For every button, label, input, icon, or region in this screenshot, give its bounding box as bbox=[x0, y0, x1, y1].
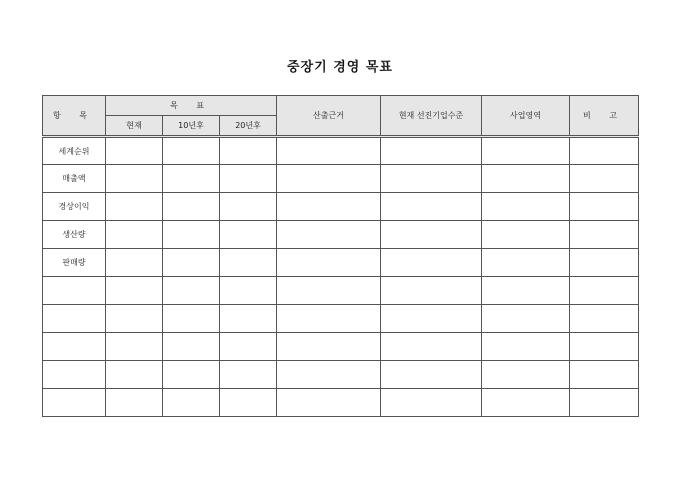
table-row bbox=[43, 305, 639, 333]
cell[interactable] bbox=[106, 305, 163, 333]
cell[interactable] bbox=[220, 333, 277, 361]
cell[interactable] bbox=[570, 389, 639, 417]
header-basis: 산출근거 bbox=[277, 96, 381, 137]
cell[interactable] bbox=[570, 277, 639, 305]
row-label[interactable] bbox=[43, 361, 106, 389]
row-label: 생산량 bbox=[43, 221, 106, 249]
table-row bbox=[43, 165, 639, 193]
cell[interactable] bbox=[482, 277, 570, 305]
cell[interactable] bbox=[277, 277, 381, 305]
cell[interactable] bbox=[381, 137, 482, 165]
cell[interactable] bbox=[163, 137, 220, 165]
cell[interactable] bbox=[163, 305, 220, 333]
header-leading-level: 현재 선진기업수준 bbox=[381, 96, 482, 137]
cell[interactable] bbox=[220, 165, 277, 193]
cell[interactable] bbox=[106, 389, 163, 417]
table-row bbox=[43, 333, 639, 361]
cell[interactable] bbox=[106, 193, 163, 221]
table-row bbox=[43, 193, 639, 221]
row-label[interactable] bbox=[43, 333, 106, 361]
row-label: 경상이익 bbox=[43, 193, 106, 221]
cell[interactable] bbox=[106, 277, 163, 305]
cell[interactable] bbox=[220, 305, 277, 333]
cell[interactable] bbox=[163, 361, 220, 389]
header-item: 항 목 bbox=[43, 96, 106, 137]
cell[interactable] bbox=[163, 193, 220, 221]
cell[interactable] bbox=[482, 389, 570, 417]
cell[interactable] bbox=[163, 165, 220, 193]
table-body bbox=[43, 137, 639, 417]
cell[interactable] bbox=[570, 221, 639, 249]
page-title: 중장기 경영 목표 bbox=[287, 60, 393, 75]
cell[interactable] bbox=[482, 221, 570, 249]
cell[interactable] bbox=[277, 389, 381, 417]
goals-table bbox=[42, 95, 639, 417]
cell[interactable] bbox=[482, 137, 570, 165]
cell[interactable] bbox=[381, 193, 482, 221]
cell[interactable] bbox=[106, 249, 163, 277]
row-label[interactable] bbox=[43, 305, 106, 333]
cell[interactable] bbox=[381, 165, 482, 193]
cell[interactable] bbox=[220, 277, 277, 305]
cell[interactable] bbox=[570, 249, 639, 277]
cell[interactable] bbox=[482, 165, 570, 193]
cell[interactable] bbox=[482, 361, 570, 389]
row-label[interactable] bbox=[43, 277, 106, 305]
header-goal-20years: 20년후 bbox=[220, 116, 277, 137]
cell[interactable] bbox=[570, 333, 639, 361]
cell[interactable] bbox=[163, 249, 220, 277]
cell[interactable] bbox=[482, 333, 570, 361]
cell[interactable] bbox=[163, 221, 220, 249]
cell[interactable] bbox=[570, 137, 639, 165]
cell[interactable] bbox=[381, 389, 482, 417]
cell[interactable] bbox=[106, 165, 163, 193]
cell[interactable] bbox=[277, 193, 381, 221]
cell[interactable] bbox=[381, 277, 482, 305]
cell[interactable] bbox=[381, 305, 482, 333]
cell[interactable] bbox=[482, 305, 570, 333]
cell[interactable] bbox=[277, 333, 381, 361]
cell[interactable] bbox=[277, 137, 381, 165]
header-note: 비 고 bbox=[570, 96, 639, 137]
table-row bbox=[43, 389, 639, 417]
cell[interactable] bbox=[381, 221, 482, 249]
table-row bbox=[43, 137, 639, 165]
header-business-area: 사업영역 bbox=[482, 96, 570, 137]
header-goal: 목 표 bbox=[106, 96, 277, 116]
cell[interactable] bbox=[482, 249, 570, 277]
cell[interactable] bbox=[570, 361, 639, 389]
cell[interactable] bbox=[220, 221, 277, 249]
cell[interactable] bbox=[106, 221, 163, 249]
row-label[interactable] bbox=[43, 389, 106, 417]
cell[interactable] bbox=[106, 137, 163, 165]
cell[interactable] bbox=[570, 165, 639, 193]
cell[interactable] bbox=[220, 137, 277, 165]
cell[interactable] bbox=[277, 221, 381, 249]
cell[interactable] bbox=[482, 193, 570, 221]
cell[interactable] bbox=[381, 361, 482, 389]
cell[interactable] bbox=[220, 193, 277, 221]
header-goal-current: 현재 bbox=[106, 116, 163, 137]
cell[interactable] bbox=[570, 193, 639, 221]
cell[interactable] bbox=[106, 333, 163, 361]
table-row bbox=[43, 277, 639, 305]
cell[interactable] bbox=[570, 305, 639, 333]
cell[interactable] bbox=[220, 361, 277, 389]
row-label: 판매량 bbox=[43, 249, 106, 277]
cell[interactable] bbox=[277, 249, 381, 277]
row-label: 매출액 bbox=[43, 165, 106, 193]
cell[interactable] bbox=[163, 333, 220, 361]
header-goal-10years: 10년후 bbox=[163, 116, 220, 137]
cell[interactable] bbox=[163, 277, 220, 305]
cell[interactable] bbox=[106, 361, 163, 389]
row-label: 세계순위 bbox=[43, 137, 106, 165]
cell[interactable] bbox=[381, 249, 482, 277]
cell[interactable] bbox=[381, 333, 482, 361]
cell[interactable] bbox=[277, 361, 381, 389]
cell[interactable] bbox=[163, 389, 220, 417]
table-row bbox=[43, 249, 639, 277]
table-row bbox=[43, 361, 639, 389]
cell[interactable] bbox=[277, 165, 381, 193]
cell[interactable] bbox=[220, 249, 277, 277]
table-row bbox=[43, 221, 639, 249]
cell[interactable] bbox=[220, 389, 277, 417]
cell[interactable] bbox=[277, 305, 381, 333]
